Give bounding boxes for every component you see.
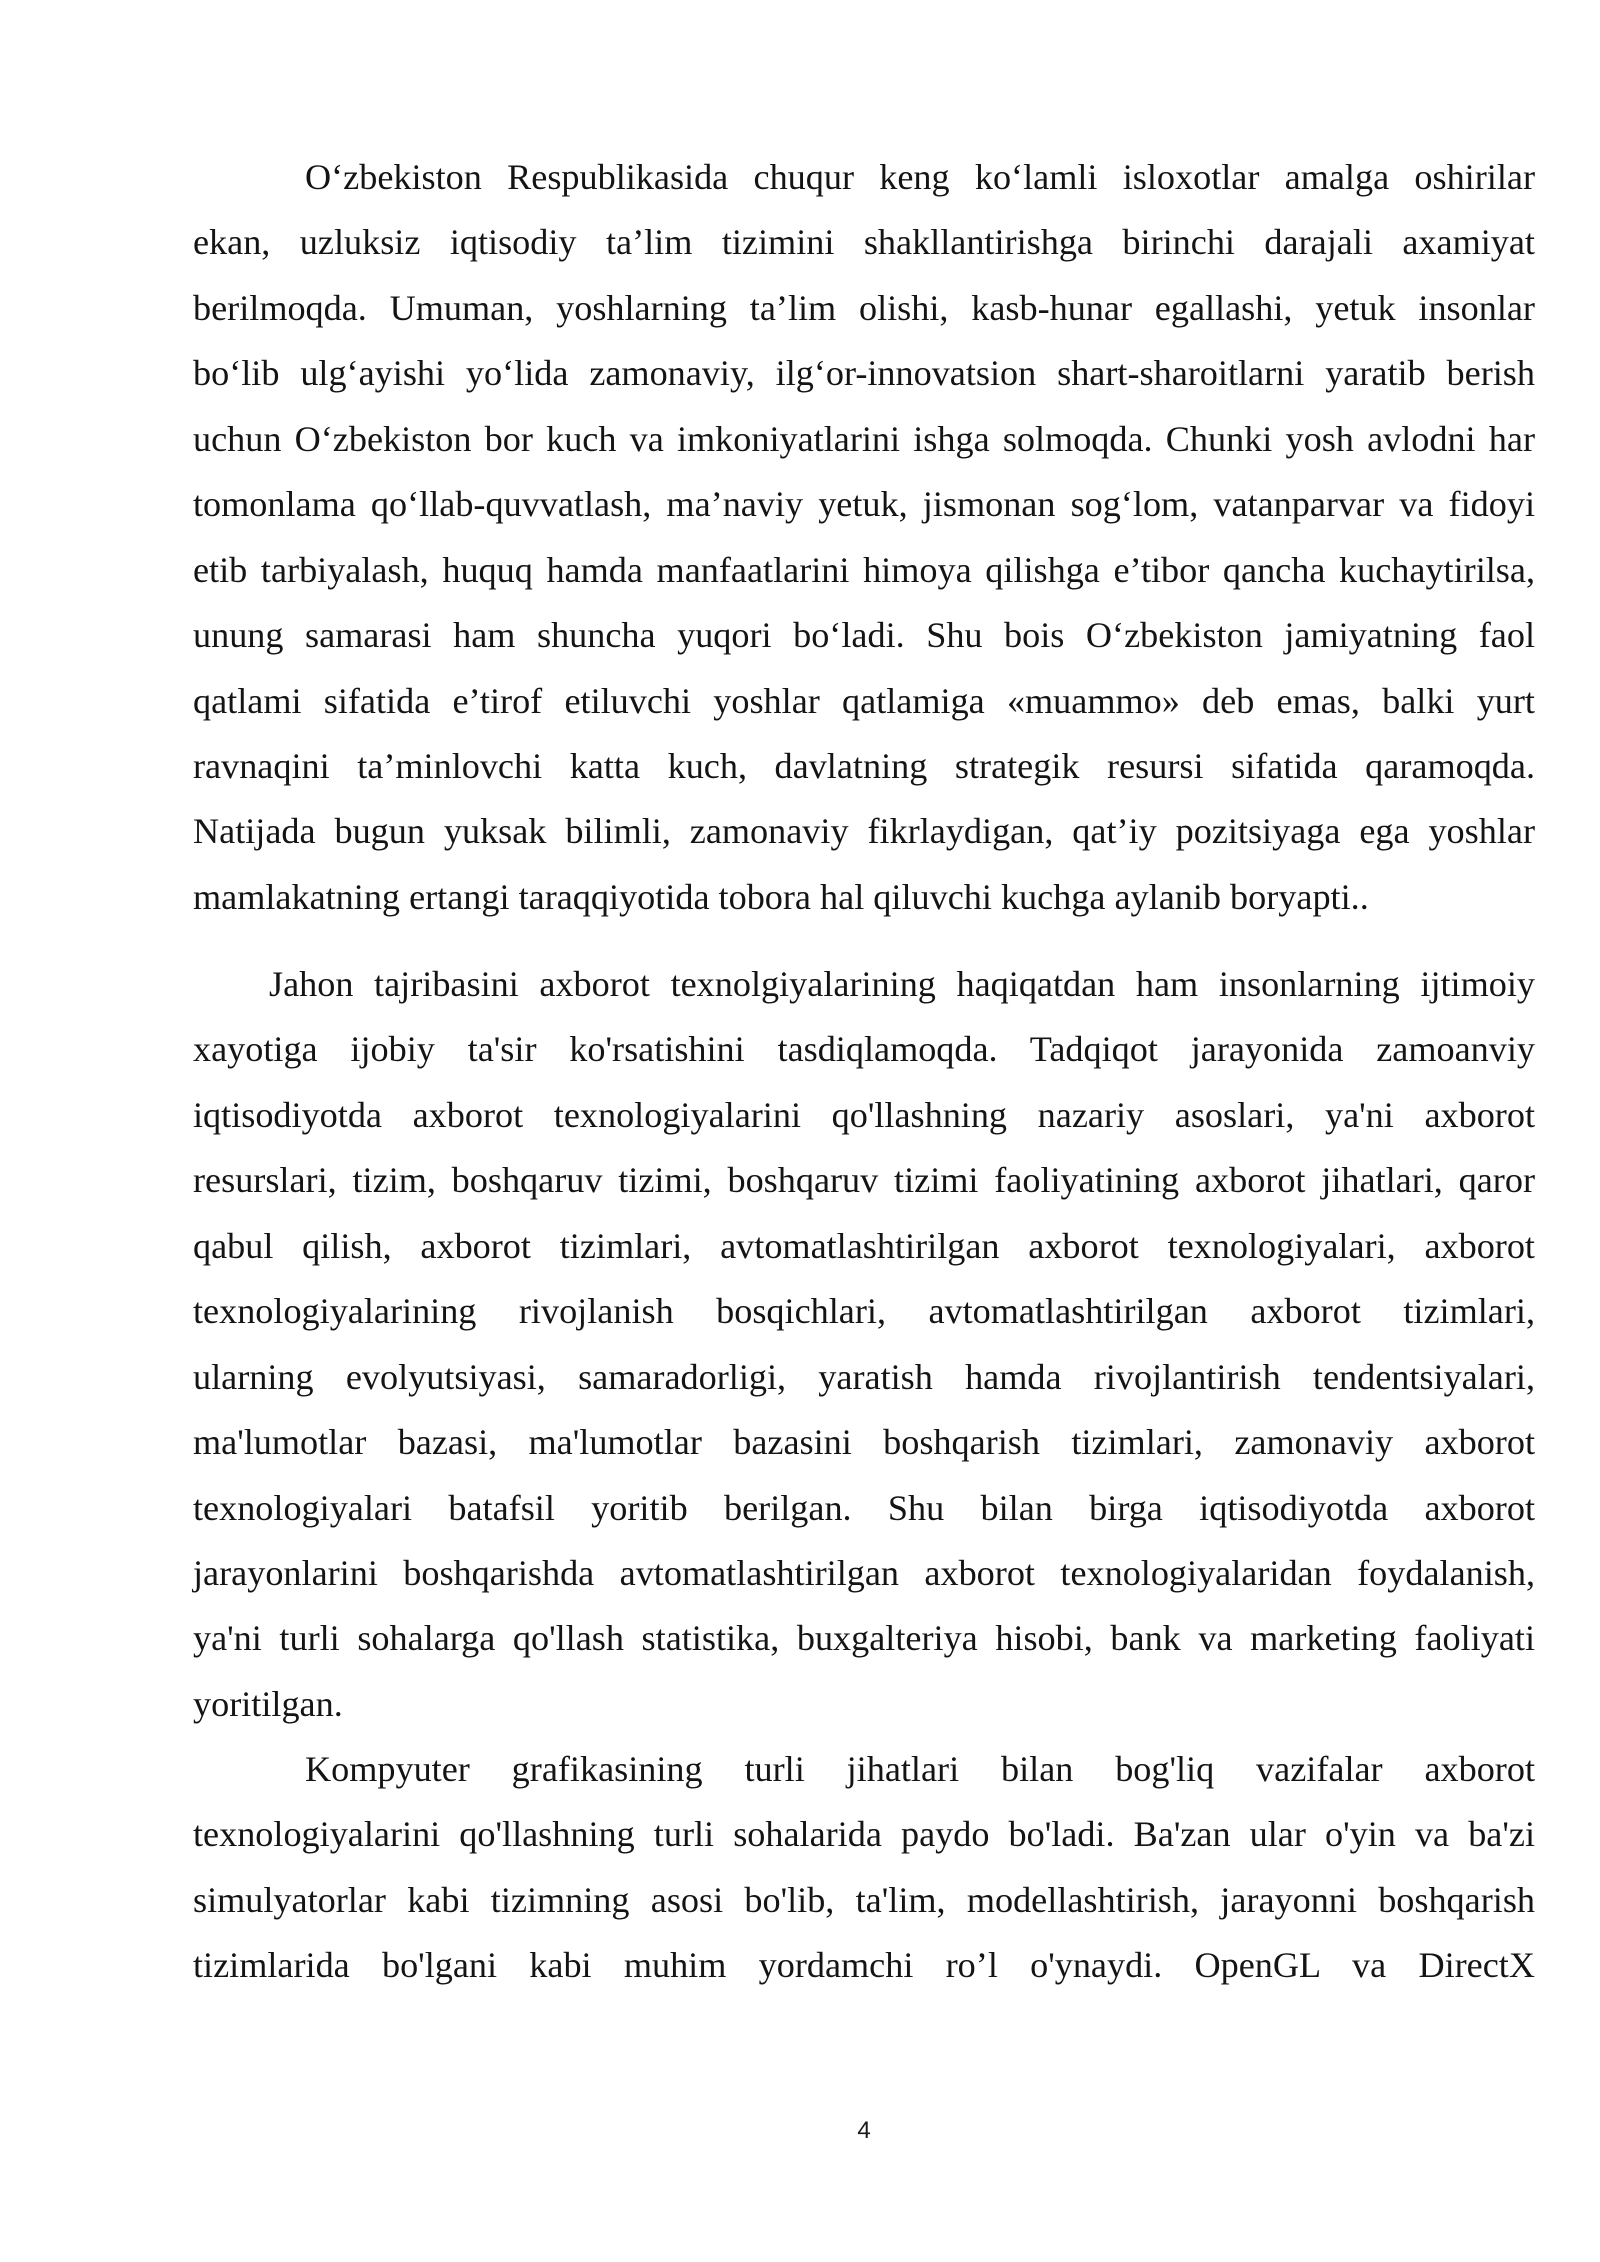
paragraph-2 xyxy=(193,952,1535,1737)
text-line: berilmoqda. Umuman, yoshlarning ta’lim olishi, kasb-hunar egallashi, yetuk insonlar xyxy=(193,287,1535,328)
text-line: ularning evolyutsiyasi, samaradorligi, yaratish hamda rivojlantirish tendentsiyalari, xyxy=(193,1356,1535,1397)
text-line: mamlakatning ertangi taraqqiyotida tobora hal qiluvchi kuchga aylanib boryapti.. xyxy=(193,876,1369,917)
text-line: iqtisodiyotda axborot texnologiyalarini qo'llashning nazariy asoslari, ya'ni axborot xyxy=(193,1094,1535,1135)
text-line: Kompyuter grafikasining turli jihatlari bilan bog'liq vazifalar axborot xyxy=(305,1749,1535,1789)
text-line: resurslari, tizim, boshqaruv tizimi, boshqaruv tizimi faoliyatining axborot jihatlari, qaror xyxy=(193,1160,1535,1201)
text-line: tomonlama qo‘llab-quvvatlash, ma’naviy yetuk, jismonan sog‘lom, vatanparvar va fidoyi xyxy=(193,484,1535,525)
text-line: texnologiyalari batafsil yoritib berilgan. Shu bilan birga iqtisodiyotda axborot xyxy=(193,1487,1535,1528)
text-line: ma'lumotlar bazasi, ma'lumotlar bazasini boshqarish tizimlari, zamonaviy axborot xyxy=(193,1422,1535,1463)
paragraph-1 xyxy=(193,145,1535,930)
text-line: qabul qilish, axborot tizimlari, avtomatlashtirilgan axborot texnologiyalari, axborot xyxy=(193,1225,1535,1266)
text-line: qatlami sifatida e’tirof etiluvchi yoshlar qatlamiga «muammo» deb emas, balki yurt xyxy=(193,680,1535,721)
text-line: texnologiyalarining rivojlanish bosqichlari, avtomatlashtirilgan axborot tizimlari, xyxy=(193,1291,1535,1332)
text-line: xayotiga ijobiy ta'sir ko'rsatishini tasdiqlamoqda. Tadqiqot jarayonida zamoanviy xyxy=(193,1029,1535,1070)
text-line: ekan, uzluksiz iqtisodiy ta’lim tizimini shakllantirishga birinchi darajali axamiyat xyxy=(193,222,1535,263)
text-line: tizimlarida bo'lgani kabi muhim yordamchi ro’l o'ynaydi. OpenGL va DirectX xyxy=(193,1945,1535,1986)
text-line: Natijada bugun yuksak bilimli, zamonaviy fikrlaydigan, qat’iy pozitsiyaga ega yoshlar xyxy=(193,811,1535,852)
text-line: texnologiyalarini qo'llashning turli sohalarida paydo bo'ladi. Ba'zan ular o'yin va ba'zi xyxy=(193,1814,1535,1855)
text-line: unung samarasi ham shuncha yuqori bo‘ladi. Shu bois O‘zbekiston jamiyatning faol xyxy=(193,615,1535,656)
paragraph-3 xyxy=(193,1737,1535,1999)
text-line: jarayonlarini boshqarishda avtomatlashtirilgan axborot texnologiyalaridan foydalanish, xyxy=(193,1552,1535,1593)
text-line: ya'ni turli sohalarga qo'llash statistika, buxgalteriya hisobi, bank va marketing faoliyati xyxy=(193,1618,1535,1659)
text-line: ravnaqini ta’minlovchi katta kuch, davlatning strategik resursi sifatida qaramoqda. xyxy=(193,745,1535,786)
text-line: etib tarbiyalash, huquq hamda manfaatlarini himoya qilishga e’tibor qancha kuchaytirilsa, xyxy=(193,549,1535,590)
text-line: bo‘lib ulg‘ayishi yo‘lida zamonaviy, ilg‘or-innovatsion shart-sharoitlarni yaratib berish xyxy=(193,353,1535,394)
text-line: yoritilgan. xyxy=(193,1683,343,1724)
text-line: O‘zbekiston Respublikasida chuqur keng ko‘lamli isloxotlar amalga oshirilar xyxy=(305,157,1535,197)
text-line: simulyatorlar kabi tizimning asosi bo'lib, ta'lim, modellashtirish, jarayonni boshqarish xyxy=(193,1879,1535,1920)
text-line: Jahon tajribasini axborot texnolgiyalarining haqiqatdan ham insonlarning ijtimoiy xyxy=(269,964,1535,1004)
text-line: uchun O‘zbekiston bor kuch va imkoniyatlarini ishga solmoqda. Chunki yosh avlodni har xyxy=(193,418,1535,459)
page-number: 4 xyxy=(857,2117,871,2144)
